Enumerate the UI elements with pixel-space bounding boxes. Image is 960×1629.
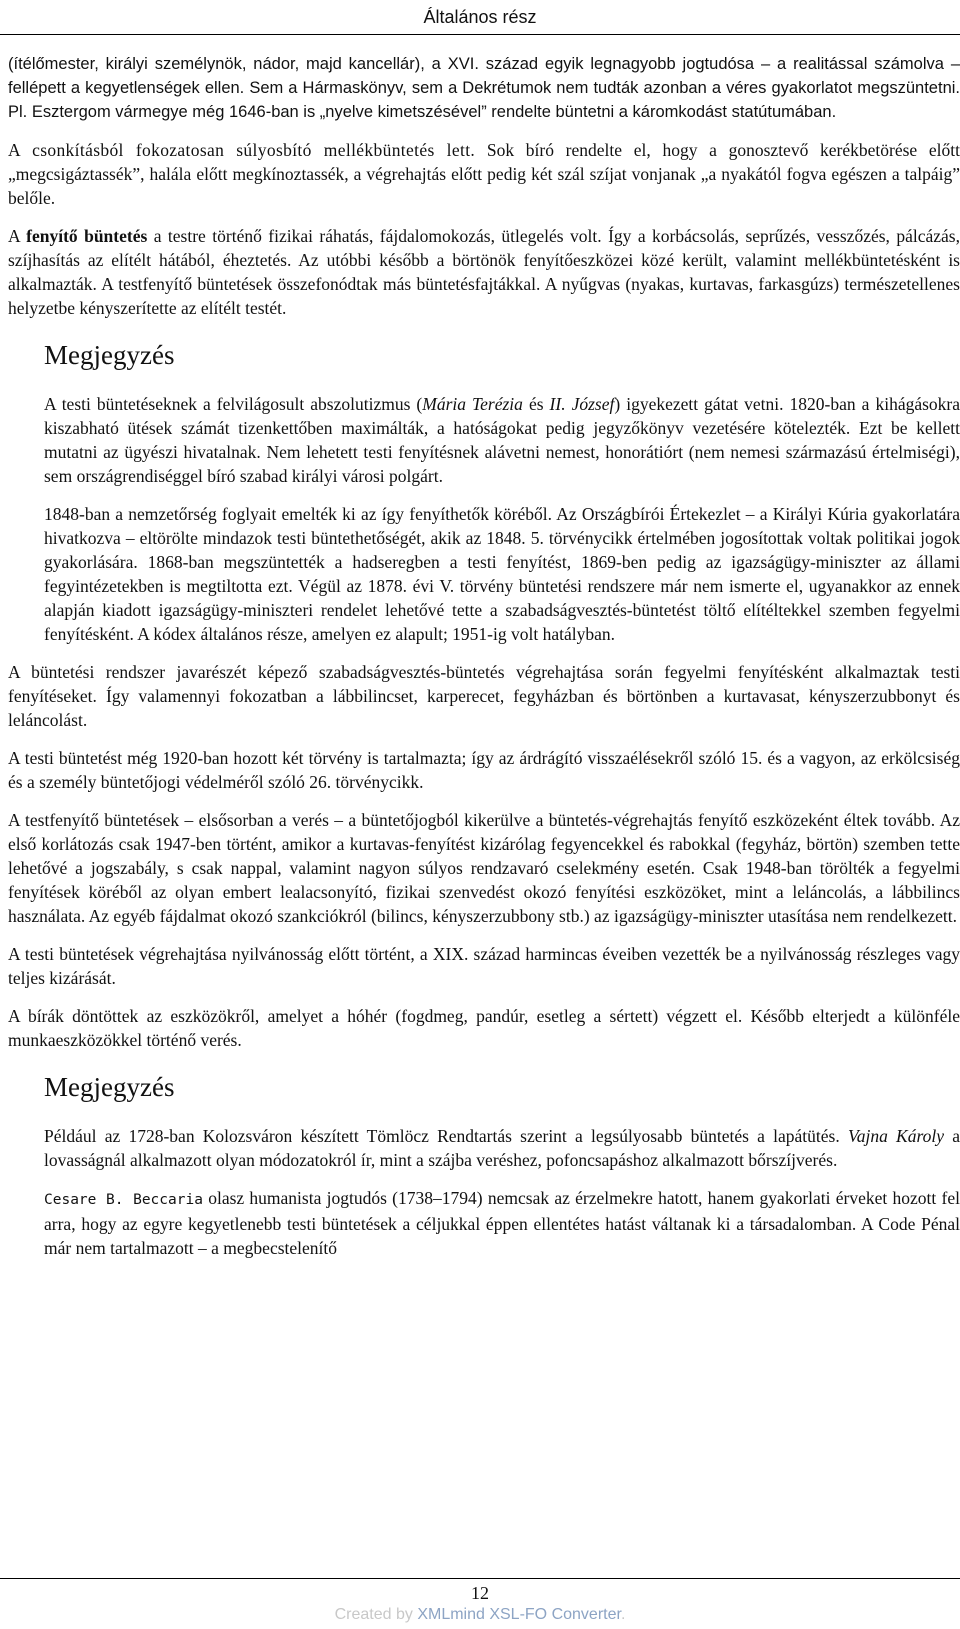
paragraph-text: Például az 1728-ban Kolozsváron készített Tömlöcz Rendtartás szerint a legsúlyosabb büntetés a lapátütés. (44, 1126, 848, 1146)
paragraph-text: olasz humanista jogtudós (1738–1794) nemcsak az érzelmekre hatott, hanem gyakorlati érveket hozott fel arra, hogy az egyre kegyetlenebb testi büntetések a céljukkal éppen ellentétes hatást váltanak ki a társadalomban. A Code Pénal már nem tartalmazott – a megbecstelenítő (44, 1188, 960, 1258)
paragraph-disciplinary: A büntetési rendszer javarészét képező szabadságvesztés-büntetés végrehajtása során fegyelmi fenyítésként alkalmaztak testi fenyítéseket. Így valamennyi fokozatban a lábbilincset, karperecet, fegyházban és börtönben a kurtavasat, kényszerzubbonyt és leláncolást. (8, 662, 960, 730)
person-name: Mária Terézia (422, 394, 523, 414)
credit-prefix: Created by (334, 1606, 418, 1623)
credit-suffix: . (620, 1606, 626, 1623)
paragraph-1920-laws: A testi büntetést még 1920-ban hozott két törvény is tartalmazta; így az árdrágító visszaélésekről szóló 15. és a vagyon, az erkölcsiség és a személy büntetőjogi védelméről szóló 26. törvénycikk. (8, 748, 960, 792)
running-header (0, 0, 960, 35)
person-name: Vajna Károly (847, 1126, 945, 1146)
paragraph-text: A (8, 226, 27, 246)
paragraph-text: és (522, 394, 550, 414)
paragraph-publicity: A testi büntetések végrehajtása nyilvánosság előtt történt, a XIX. század harmincas éveiben vezették be a nyilvánosság részleges vagy teljes kizárását. (8, 944, 960, 988)
paragraph-corporal-punishment (8, 224, 960, 320)
note-heading: Megjegyzés (44, 340, 175, 370)
footer-divider (0, 1578, 960, 1579)
paragraph-mutilation-lead: A csonkításból fokozatosan súlyosbító mellékbüntetés lett. (8, 140, 476, 160)
note-paragraph (44, 392, 960, 488)
paragraph-text: a testre történő fizikai ráhatás, fájdalomokozás, ütlegelés volt. Így a korbácsolás, seprűzés, vesszőzés, pálcázás, szíjhasítás az elítélt hátából, éheztetés. Az utóbbi később a börtönök fenyítőeszközei közé került, valamint mellékbüntetésként is alkalmazták. A testfenyítő büntetések összefonódtak más büntetésfajtákkal. A nyűgvas (nyakas, kurtavas, farkasgúzs) természetellenes helyzetbe kényszerítette az elítélt testét. (8, 226, 960, 318)
page-number: 12 (471, 1583, 489, 1603)
person-name: II. József (549, 394, 615, 414)
page-content (8, 52, 960, 1274)
paragraph-text: A testi büntetéseknek a felvilágosult abszolutizmus ( (44, 394, 423, 414)
note-paragraph: 1848-ban a nemzetőrség foglyait emelték ki az így fenyíthetők köréből. Az Országbírói Értekezlet – a Királyi Kúria gyakorlatára hivatkozva – eltörölte mindazok testi büntethetőségét, akik az 1848. 5. törvénycikk értelmében jogosítottak voltak politikai jogok gyakorlására. 1868-ban megszüntették a hadseregben a testi fenyítést, 1869-ben pedig az igazságügy-miniszter az állami fegyintézetekben is megtiltotta ezt. Végül az 1878. évi V. törvény büntetési rendszere már nem ismerte el, ugyanakkor az ennek alapján kiadott igazságügy-miniszteri rendelet lehetővé tette a szabadságvesztés-büntetést töltő elítéltekkel szemben fegyelmi fenyítésként. A kódex általános része, amelyen ez alapult; 1951-ig volt hatályban. (44, 504, 960, 644)
credit-link[interactable]: XMLmind XSL-FO Converter (417, 1606, 621, 1623)
converter-credit (0, 1606, 960, 1624)
header-title: Általános rész (423, 7, 537, 27)
paragraph-mutilation-body: Sok bíró rendelte el, hogy a gonosztevő kerékbetörése előtt „megcsigáztassék”, halála előtt megkínoztassék, a végrehajtás előtt pedig két szál szíjat vonjanak „a nyakától fogva egészen a talpáig” belőle. (8, 140, 960, 208)
note-paragraph (44, 1124, 960, 1172)
paragraph-tools: A bírák döntöttek az eszközökről, amelyet a hóhér (fogdmeg, pandúr, esetleg a sértett) végzett el. Később elterjedt a különféle munkaeszközökkel történő verés. (8, 1006, 960, 1050)
paragraph-text: ) igyekezett gátat vetni. 1820-ban a kihágásokra kiszabható ütések számát tizenkettőben maximálták, a hatóságokat pedig jegyzőkönyv vezetésére kötelezték. Ezt be kellett mutatni az ügyészi hivatalnak. Nem lehetett testi fenyítésnek alávetni nemest, honorátiórt (nem nemesi származású értelmiségi), sem országrendiséggel bíró szabad királyi városi polgárt. (44, 394, 960, 486)
note-heading: Megjegyzés (44, 1072, 175, 1102)
paragraph-mutilation (8, 138, 960, 210)
note-paragraph (44, 1186, 960, 1260)
term-corporal-punishment: fenyítő büntetés (26, 226, 148, 246)
paragraph-text: a lovasságnál alkalmazott olyan módozatokról ír, mint a szájba veréshez, pofoncsapáshoz alkalmazott bőrszíjverés. (44, 1126, 960, 1170)
note-block-2 (44, 1070, 960, 1260)
paragraph-restrictions: A testfenyítő büntetések – elsősorban a verés – a büntetőjogból kikerülve a büntetés-végrehajtás fenyítő eszközeként éltek tovább. Az első korlátozás csak 1947-ben történt, amikor a kurtavas-fenyítést kizárólag fegyencekkel és rabokkal (fegyház, börtön) szemben tette lehetővé a jogszabály, s csak nappal, valamint nagyon súlyos rendzavaró cselekmény esetén. Csak 1948-ban törölték a fegyelmi fenyítések köréből az olyan embert lealacsonyító, fizikai szenvedést okozó fenyítési eszközöket, mint a leláncolás, a lábbilincs használata. Az egyéb fájdalmat okozó szankciókról (bilincs, kényszerzubbony stb.) az igazságügy-miniszter utasítása nem rendelkezett. (8, 810, 960, 926)
paragraph-intro: (ítélőmester, királyi személynök, nádor, majd kancellár), a XVI. század egyik legnagyobb jogtudósa – a realitással számolva – fellépett a kegyetlenségek ellen. Sem a Hármaskönyv, sem a Dekrétumok nem tudták azonban a véres gyakorlatot megszüntetni. Pl. Esztergom vármegye még 1646-ban is „nyelve kimetszésével” rendelte büntetni a káromkodást statútumában. (8, 55, 960, 121)
person-name: Cesare B. Beccaria (44, 1192, 203, 1208)
note-block-1 (44, 338, 960, 646)
